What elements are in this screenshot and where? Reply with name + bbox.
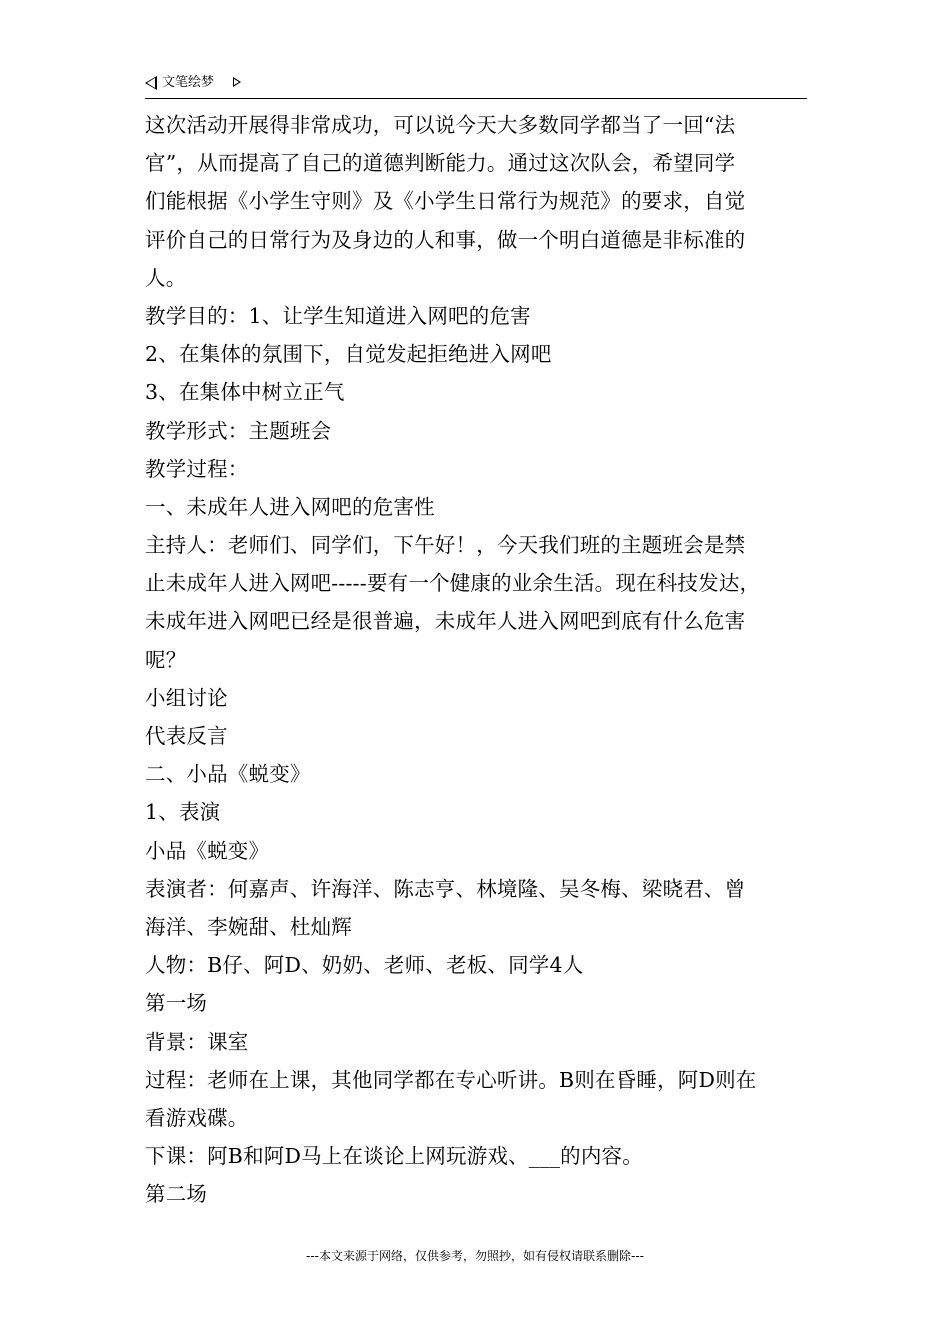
text-line: 人。 (145, 265, 187, 290)
text-line: 呢？ (145, 647, 187, 672)
triangle-right-icon (233, 77, 241, 87)
text-line: 3、在集体中树立正气 (145, 380, 345, 405)
text-line: 海洋、李婉甜、杜灿辉 (145, 914, 352, 939)
text-line: 1、表演 (145, 800, 221, 825)
document-body (145, 106, 825, 1213)
text-line: 们能根据《小学生守则》及《小学生日常行为规范》的要求，自觉 (145, 189, 746, 214)
text-line: 二、小品《蜕变》 (145, 762, 311, 787)
text-line: 这次活动开展得非常成功，可以说今天大多数同学都当了一回“法 (145, 113, 736, 137)
text-line: 教学形式：主题班会 (145, 418, 332, 443)
text-line: 背景：课室 (145, 1029, 249, 1054)
text-line: 看游戏碟。 (145, 1105, 249, 1130)
text-line: 人物：B仔、阿D、奶奶、老师、老板、同学4人 (145, 953, 584, 978)
text-line: 小组讨论 (145, 685, 228, 710)
text-line: 代表反言 (145, 724, 228, 748)
text-line: 第二场 (145, 1182, 208, 1207)
text-line: 未成年进入网吧已经是很普遍，未成年人进入网吧到底有什么危害 (145, 609, 746, 634)
text-line: 下课：阿B和阿D马上在谈论上网玩游戏、___的内容。 (145, 1144, 643, 1169)
footer-notice: ---本文来源于网络，仅供参考，勿照抄，如有侵权请联系删除--- (306, 1249, 644, 1263)
text-line: 教学过程： (145, 456, 249, 481)
text-line: 一、未成年人进入网吧的危害性 (145, 494, 435, 519)
text-line: 评价自己的日常行为及身边的人和事，做一个明白道德是非标准的 (145, 227, 746, 252)
text-line: 表演者：何嘉声、许海洋、陈志亨、林境隆、吴冬梅、梁晓君、曾 (145, 876, 746, 901)
text-line: 小品《蜕变》 (145, 838, 270, 863)
text-line: 官”，从而提高了自己的道德判断能力。通过这次队会，希望同学 (145, 151, 736, 176)
text-line: 过程：老师在上课，其他同学都在专心听讲。B则在昏睡，阿D则在 (145, 1067, 757, 1092)
header-brand: 文笔绘梦 (162, 75, 215, 90)
text-line: 2、在集体的氛围下，自觉发起拒绝进入网吧 (145, 342, 552, 367)
triangle-left-icon (145, 76, 157, 90)
text-line: 止未成年人进入网吧-----要有一个健康的业余生活。现在科技发达， (145, 571, 761, 596)
page-header (145, 72, 807, 99)
text-line: 主持人：老师们、同学们，下午好！，今天我们班的主题班会是禁 (145, 533, 746, 558)
text-line: 第一场 (145, 991, 208, 1016)
text-line: 教学目的：1、让学生知道进入网吧的危害 (145, 303, 531, 328)
